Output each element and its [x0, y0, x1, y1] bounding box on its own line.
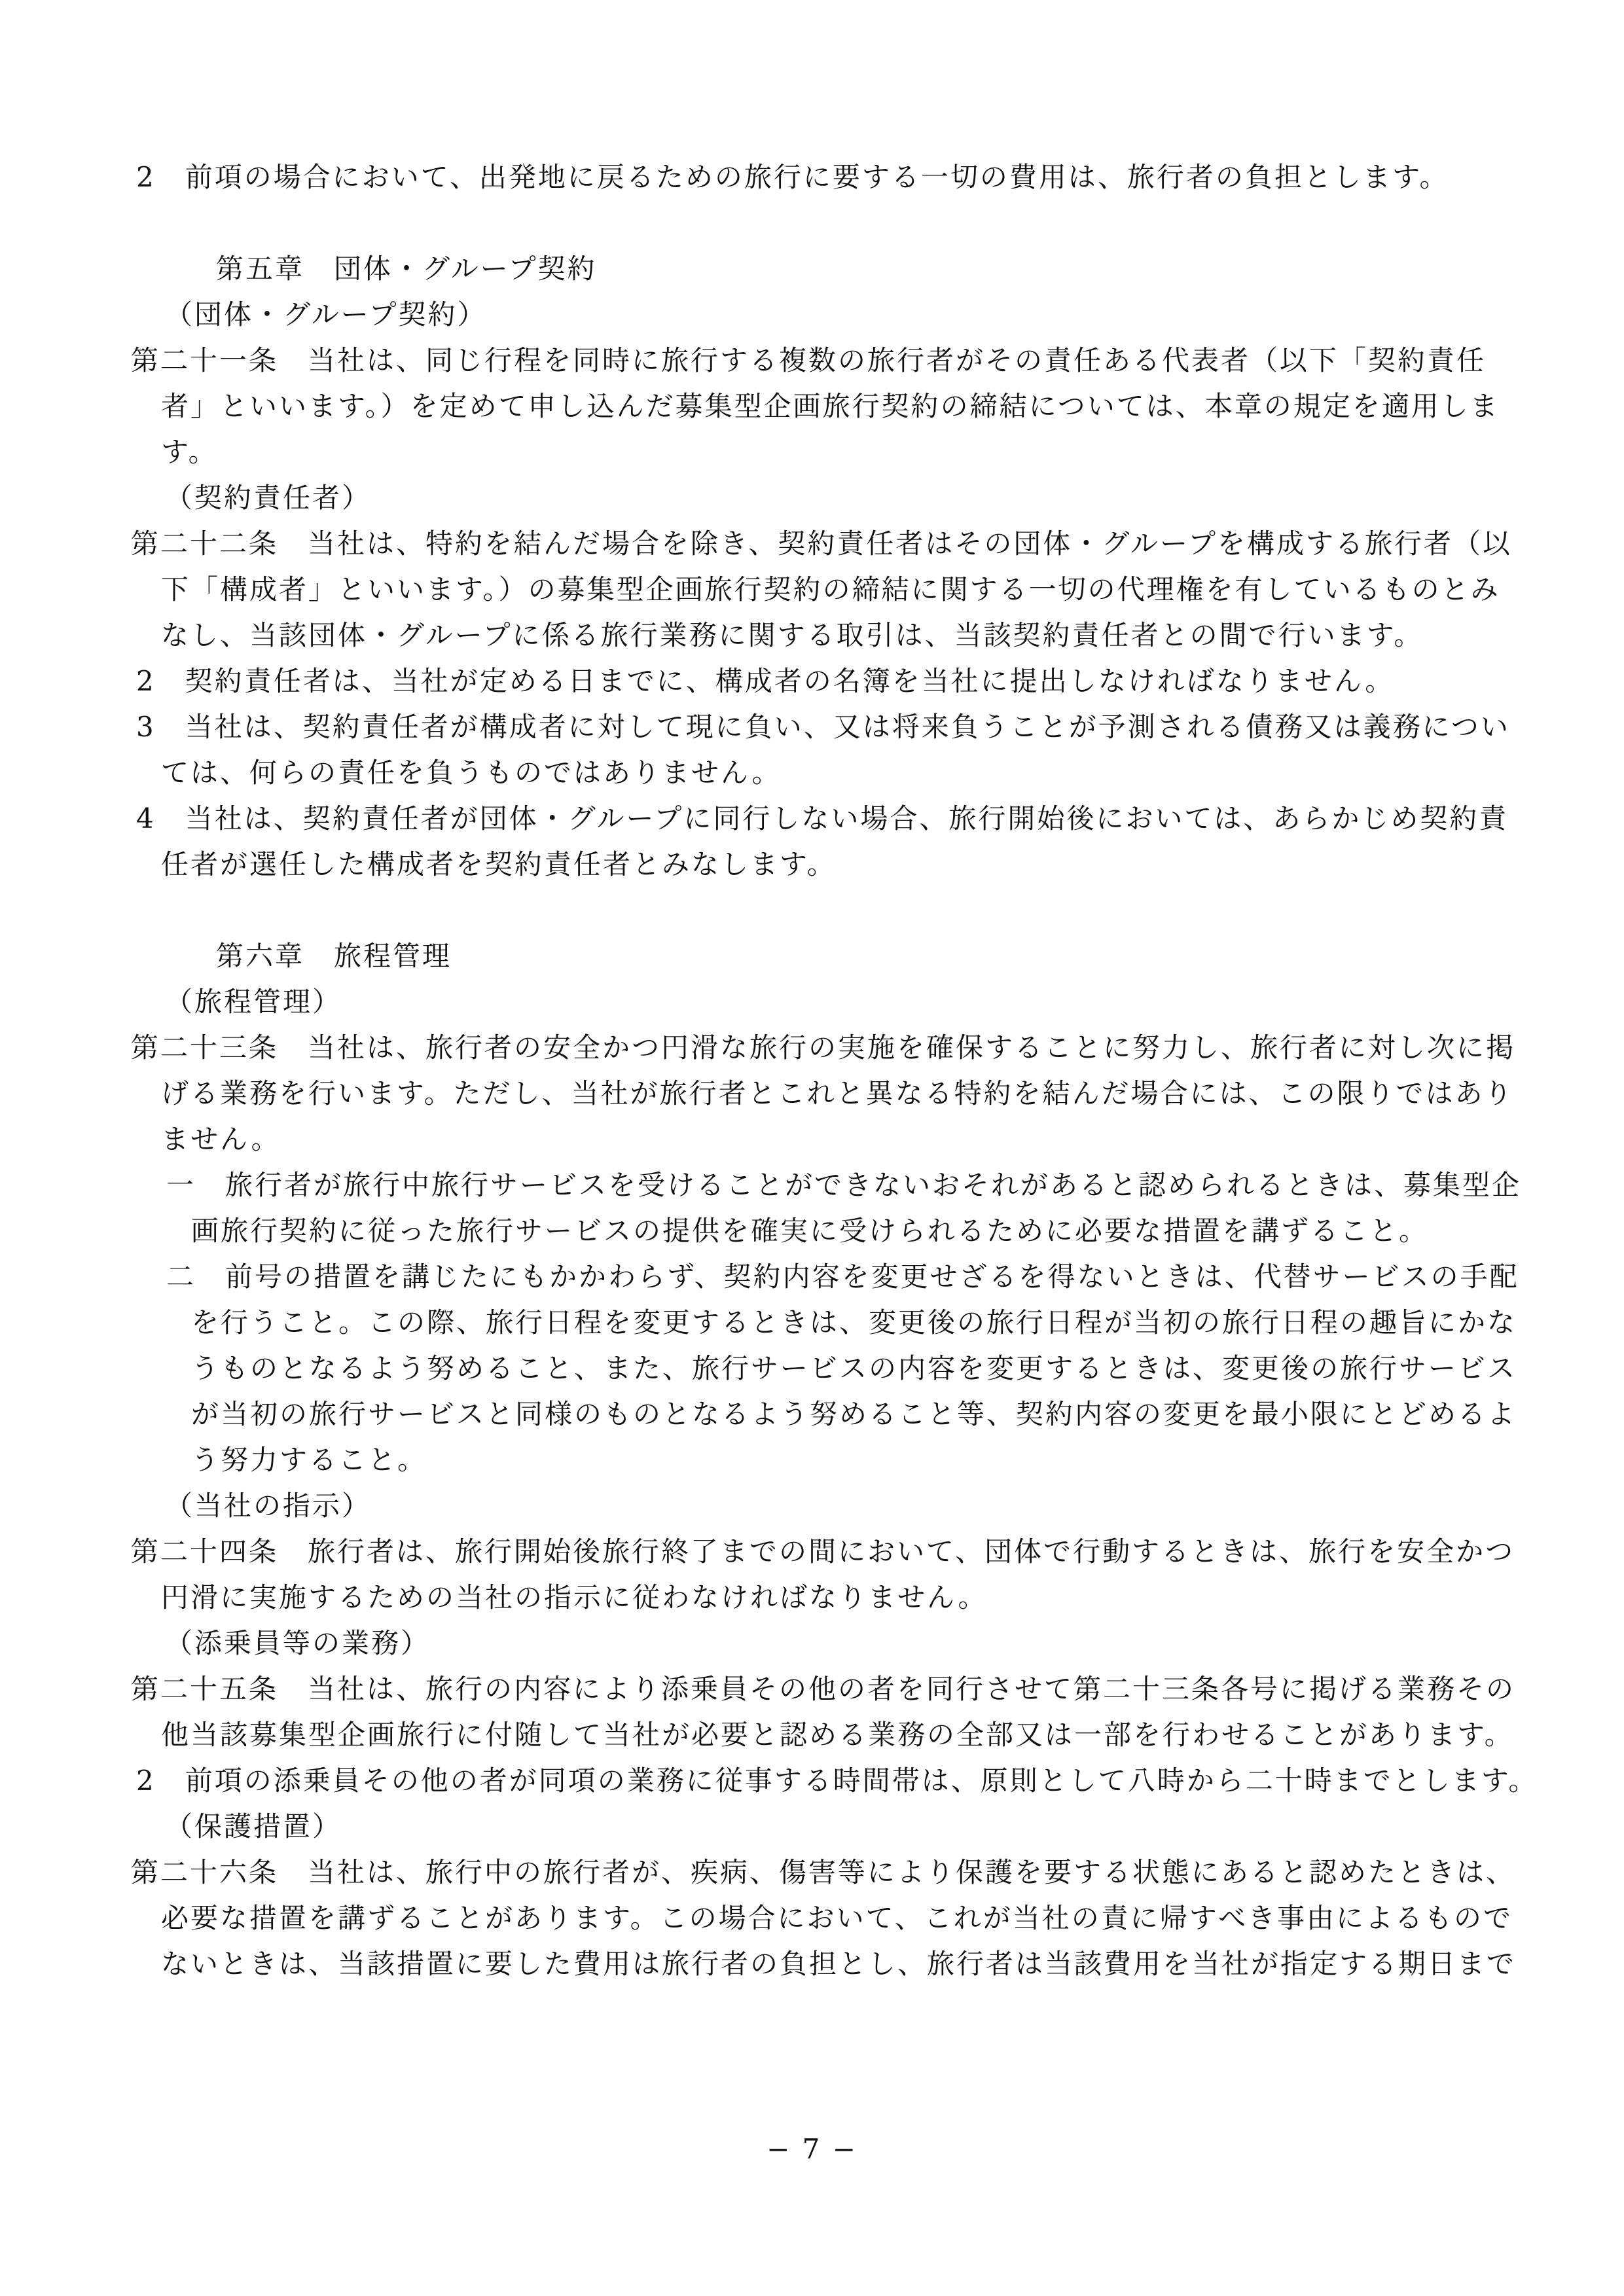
- article-continuation-line: 者」といいます。）を定めて申し込んだ募集型企画旅行契約の締結については、本章の規定を適用しま: [161, 390, 1500, 422]
- article-continuation-line: 任者が選任した構成者を契約責任者とみなします。: [161, 848, 837, 880]
- article-caption: （契約責任者）: [165, 482, 372, 514]
- article-continuation-line: 他当該募集型企画旅行に付随して当社が必要と認める業務の全部又は一部を行わせることがあります。: [161, 1719, 1514, 1751]
- numbered-paragraph-line: 2 契約責任者は、当社が定める日までに、構成者の名簿を当社に提出しなければなりません。: [136, 665, 1395, 697]
- document-body: [131, 154, 1538, 1987]
- article-caption: （保護措置）: [165, 1810, 342, 1842]
- article-line: 第二十四条 旅行者は、旅行開始後旅行終了までの間において、団体で行動するときは、旅行を安全かつ: [131, 1535, 1515, 1568]
- article-line: 第二十五条 当社は、旅行の内容により添乗員その他の者を同行させて第二十三条各号に掲げる業務その: [131, 1673, 1516, 1705]
- item-continuation-line: を行うこと。この際、旅行日程を変更するときは、変更後の旅行日程が当初の旅行日程の趣旨にかな: [191, 1306, 1517, 1338]
- article-continuation-line: ては、何らの責任を負うものではありません。: [161, 757, 782, 789]
- item-continuation-line: が当初の旅行サービスと同様のものとなるよう努めること等、契約内容の変更を最小限にとどめるよ: [191, 1398, 1517, 1430]
- numbered-paragraph-line: 4 当社は、契約責任者が団体・グループに同行しない場合、旅行開始後においては、あらかじめ契約責: [136, 802, 1509, 834]
- item-line: 二 前号の措置を講じたにもかかわらず、契約内容を変更せざるを得ないときは、代替サービスの手配: [166, 1261, 1519, 1293]
- article-continuation-line: 円滑に実施するための当社の指示に従わなければなりません。: [161, 1581, 988, 1613]
- item-continuation-line: 画旅行契約に従った旅行サービスの提供を確実に受けられるために必要な措置を講ずること。: [191, 1215, 1429, 1247]
- article-line: 第二十三条 当社は、旅行者の安全かつ円滑な旅行の実施を確保することに努力し、旅行者に対し次に掲: [131, 1031, 1516, 1064]
- chapter-heading: 第五章 団体・グループ契約: [216, 253, 597, 285]
- numbered-paragraph-line: 2 前項の場合において、出発地に戻るための旅行に要する一切の費用は、旅行者の負担とします。: [136, 161, 1449, 193]
- article-line: 第二十六条 当社は、旅行中の旅行者が、疾病、傷害等により保護を要する状態にあると認めたときは、: [131, 1856, 1516, 1888]
- article-caption: （旅程管理）: [165, 986, 342, 1018]
- article-line: 第二十二条 当社は、特約を結んだ場合を除き、契約責任者はその団体・グループを構成する旅行者（以: [131, 528, 1512, 560]
- article-continuation-line: 必要な措置を講ずることがあります。この場合において、これが当社の責に帰すべき事由によるもので: [161, 1902, 1513, 1934]
- item-line: 一 旅行者が旅行中旅行サービスを受けることができないおそれがあると認められるときは、募集型企: [166, 1169, 1522, 1201]
- article-caption: （当社の指示）: [165, 1490, 372, 1522]
- numbered-paragraph-line: 2 前項の添乗員その他の者が同項の業務に従事する時間帯は、原則として八時から二十時までとします。: [136, 1765, 1538, 1797]
- numbered-paragraph-line: 3 当社は、契約責任者が構成者に対して現に負い、又は将来負うことが予測される債務又は義務につい: [136, 711, 1510, 743]
- article-continuation-line: げる業務を行います。ただし、当社が旅行者とこれと異なる特約を結んだ場合には、この限りではあり: [161, 1077, 1514, 1109]
- article-continuation-line: なし、当該団体・グループに係る旅行業務に関する取引は、当該契約責任者との間で行います。: [161, 619, 1424, 651]
- article-caption: （添乗員等の業務）: [165, 1627, 431, 1659]
- item-continuation-line: うものとなるよう努めること、また、旅行サービスの内容を変更するときは、変更後の旅行サービス: [191, 1352, 1517, 1384]
- article-caption: （団体・グループ契約）: [165, 298, 487, 331]
- item-continuation-line: う努力すること。: [191, 1444, 427, 1476]
- article-line: 第二十一条 当社は、同じ行程を同時に旅行する複数の旅行者がその責任ある代表者（以下「契約責任: [131, 344, 1487, 376]
- article-continuation-line: 下「構成者」といいます。）の募集型企画旅行契約の締結に関する一切の代理権を有しているものとみ: [161, 573, 1500, 605]
- article-continuation-line: ません。: [161, 1123, 281, 1155]
- article-continuation-line: す。: [161, 436, 218, 468]
- article-continuation-line: ないときは、当該措置に要した費用は旅行者の負担とし、旅行者は当該費用を当社が指定する期日まで: [161, 1948, 1517, 1980]
- page-number: − 7 −: [767, 2133, 857, 2165]
- chapter-heading: 第六章 旅程管理: [216, 940, 452, 972]
